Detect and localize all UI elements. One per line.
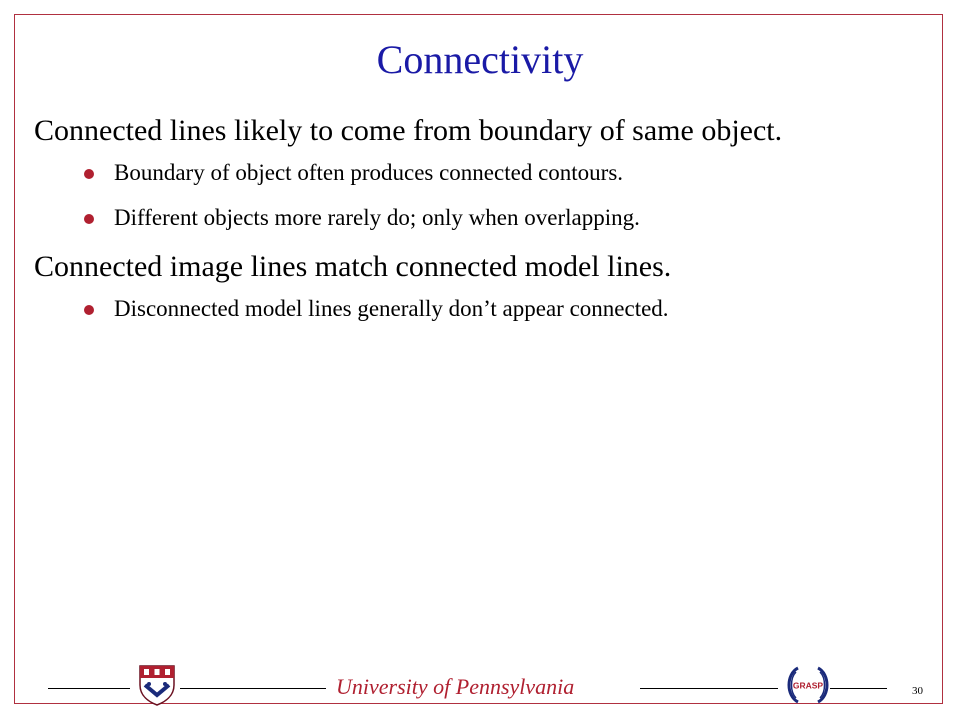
bullet-level2 [114, 203, 914, 233]
bullet-level1: Connected image lines match connected model lines. [34, 250, 672, 283]
bullet-level2 [114, 158, 914, 188]
footer-rule-mid-right [640, 688, 778, 689]
grasp-lab-logo-icon [784, 664, 832, 706]
page-number: 30 [912, 685, 923, 697]
footer-institution: University of Pennsylvania [336, 674, 575, 699]
bullet-level1: Connected lines likely to come from boundary of same object. [34, 114, 783, 147]
bullet-text: Different objects more rarely do; only when overlapping. [114, 205, 640, 230]
bullet-dot-icon [84, 214, 94, 224]
bullet-dot-icon [84, 169, 94, 179]
bullet-text: Boundary of object often produces connected contours. [114, 160, 624, 185]
bullet-text: Disconnected model lines generally don’t appear connected. [114, 296, 669, 321]
bullet-dot-icon [84, 305, 94, 315]
footer-rule-right [830, 688, 887, 689]
penn-shield-icon [137, 663, 177, 707]
footer-rule-left [48, 688, 130, 689]
grasp-label: GRASP [792, 680, 824, 691]
bullet-level2 [114, 294, 914, 324]
slide-title: Connectivity [376, 37, 584, 82]
bullet-list [34, 112, 914, 339]
footer-rule-mid-left [180, 688, 326, 689]
